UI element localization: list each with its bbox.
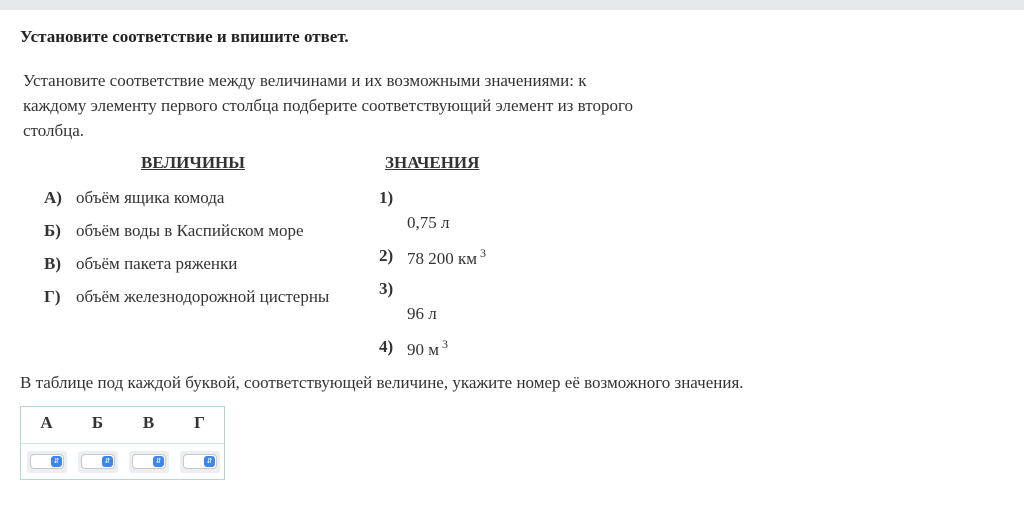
left-item-letter: Г) xyxy=(44,287,61,306)
answer-select-b[interactable] xyxy=(78,451,118,473)
value-text-2 xyxy=(407,246,486,269)
select-box[interactable] xyxy=(81,454,115,469)
value-text-4 xyxy=(407,337,448,360)
left-item-text: объём железнодорожной цистерны xyxy=(76,287,330,306)
left-item-text: объём ящика комода xyxy=(76,188,225,207)
left-item-letter: В) xyxy=(44,254,61,273)
answer-select-v[interactable] xyxy=(129,451,169,473)
answer-header-a: А xyxy=(40,413,53,432)
value-text-1 xyxy=(407,213,449,233)
left-item-b xyxy=(44,221,304,241)
top-bar xyxy=(0,0,1024,10)
value-amount: 78 200 км xyxy=(407,249,478,268)
left-item-text: объём воды в Каспийском море xyxy=(76,221,304,240)
select-box[interactable] xyxy=(30,454,64,469)
left-item-text: объём пакета ряженки xyxy=(76,254,238,273)
up-down-chevron-icon[interactable]: ⇵ xyxy=(153,456,164,467)
up-down-chevron-icon[interactable]: ⇵ xyxy=(204,456,215,467)
column-header-quantities: ВЕЛИЧИНЫ xyxy=(141,153,245,172)
instruction-title: Установите соответствие и впишите ответ. xyxy=(20,27,349,46)
value-number-2: 2) xyxy=(379,246,394,265)
value-number-1: 1) xyxy=(379,188,394,207)
left-item-v xyxy=(44,254,237,274)
select-box[interactable] xyxy=(183,454,217,469)
answer-table-divider xyxy=(21,443,224,444)
answer-table xyxy=(20,406,225,480)
up-down-chevron-icon[interactable]: ⇵ xyxy=(51,456,62,467)
value-number-4: 4) xyxy=(379,337,394,356)
value-amount: 96 л xyxy=(407,304,437,323)
left-item-letter: Б) xyxy=(44,221,61,240)
answer-header-b: Б xyxy=(91,413,104,432)
answer-instruction: В таблице под каждой буквой, соответствующей величине, укажите номер её возможного значения. xyxy=(20,373,744,392)
left-item-g xyxy=(44,287,329,307)
up-down-chevron-icon[interactable]: ⇵ xyxy=(102,456,113,467)
answer-header-v: В xyxy=(142,413,155,432)
answer-select-g[interactable] xyxy=(180,451,220,473)
value-number-3: 3) xyxy=(379,279,394,298)
answer-header-g: Г xyxy=(194,413,205,432)
value-amount: 90 м xyxy=(407,340,440,359)
column-header-values: ЗНАЧЕНИЯ xyxy=(385,153,480,172)
answer-select-a[interactable] xyxy=(27,451,67,473)
left-item-letter: А) xyxy=(44,188,62,207)
value-exponent: 3 xyxy=(480,246,487,260)
task-text: Установите соответствие между величинами и их возможными значениями: к каждому элементу первого столбца подберите соответствующий элемент из второго столбца. xyxy=(23,71,633,140)
value-amount: 0,75 л xyxy=(407,213,450,232)
left-item-a xyxy=(44,188,224,208)
value-text-3 xyxy=(407,304,437,324)
value-exponent: 3 xyxy=(442,337,449,351)
select-box[interactable] xyxy=(132,454,166,469)
